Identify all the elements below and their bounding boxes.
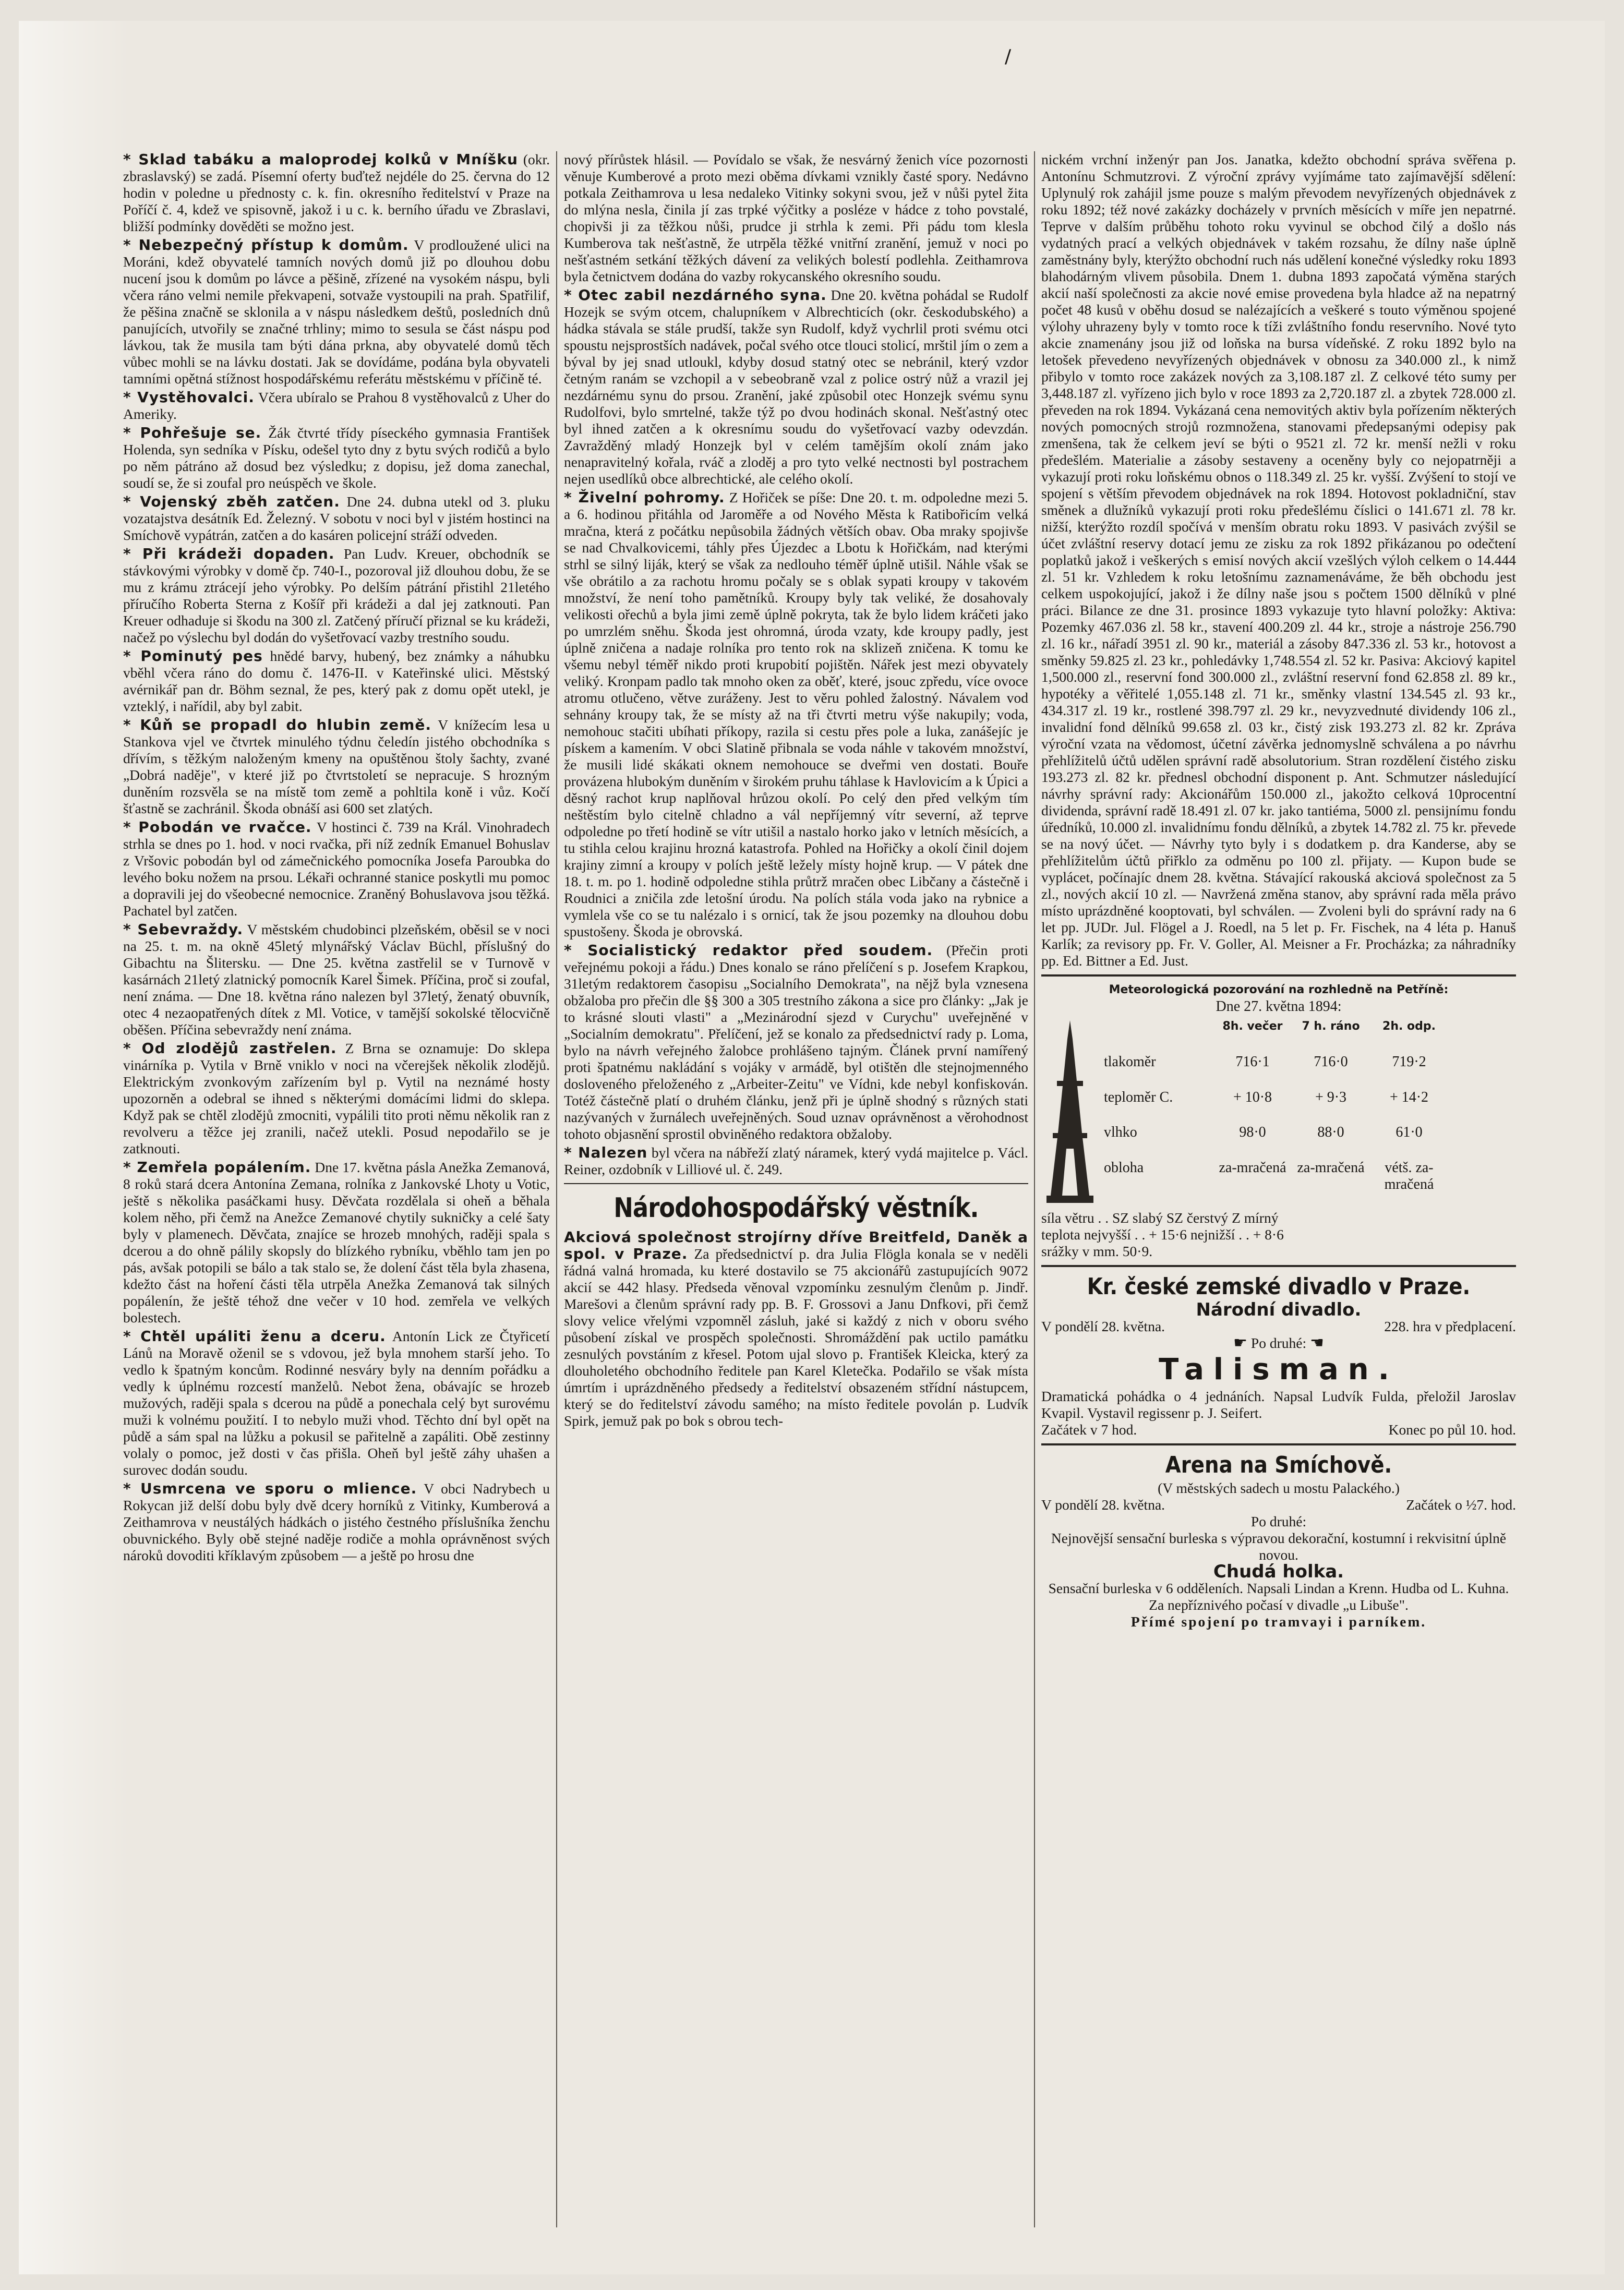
play-title: Talisman. <box>1159 1353 1399 1387</box>
article <box>564 942 1028 1142</box>
article <box>123 237 550 387</box>
article-title: * Zemřela popálením. <box>123 1159 311 1176</box>
column-rule-1 <box>556 151 557 2227</box>
article <box>564 1229 1028 1429</box>
article <box>123 717 550 817</box>
arena-desc2: Sensační burleska v 6 odděleních. Napsali Lindan a Krenn. Hudba od L. Kuhna. <box>1048 1580 1509 1596</box>
theatre-stage: Národní divadlo. <box>1196 1299 1362 1320</box>
article <box>564 287 1028 487</box>
article-body: V prodloužené ulici na Moráni, kdež obyvatelé tamních nových domů již po dlouhou dobu nucení jsou k domům po lávce a pěšině, zřízené na vysokém náspu, byli včera ráno velmi nemile překvapeni, sotvaže vystoupili na prah. Spatřilif, že pěšina značně se sklonila a v náspu následkem deštů, posledních dnů panujících, utvořily se značné trhliny; mimo to sesula se část náspu pod lávkou, tak že musila tam býti dána prkna, aby obyvatelé domů těch vůbec mohli se na lávku dostati. Jak se dovídáme, podána byla obyvateli tamními opětná stížnost hospodářskému referátu městskému v příčině té. <box>123 237 550 387</box>
meteo-table <box>1104 1018 1516 1210</box>
article-title: Akciová společnost strojírny dříve Breitfeld, Daněk a spol. v Praze. <box>564 1228 1028 1262</box>
article-body: nickém vrchní inženýr pan Jos. Janatka, kdežto obchodní správa svěřena p. Antonínu Schmutzrovi. Z výroční zprávy vyjímáme tato zajímavější sdělení: Uplynulý rok zahájil jsme pouze s malým převodem nevyřízených objednávek z roku 1892; též nové zakázky docházely v prvních měsících v míře jen nepatrné. Teprve v dalším průběhu tohoto roku vyvinul se obchod čilý a došlo nás vydatných prací a velkých objednávek v takém rozsahu, že dílny naše úplně zaměstnány byly, kterýžto obchodní ruch nás udělení konečné výsledky roku 1893 blahodárným vlivem působila. Dnem 1. dubna 1893 započatá výměna starých akcií naší společnosti za akcie nové emise provedena byla hladce až na nepatrný počet 48 kusů v oběhu dosud se nalézajících a veškeré s touto výměnou spojené výlohy uhrazeny byly v tomto roce k tíži zvláštního fondu reservního. Nové tyto akcie znamenány jsou již od loňska na bursa vídeňské. Z roku 1892 bylo na letošek převedeno nevyřízených objednávek v obnosu za 340.000 zl., k nimž přibylo v tomto roce zakázek nových za 3,108.187 zl. Z celkové této sumy per 3,448.187 zl. vyřízeno jich bylo v roce 1893 za 2,720.187 zl. a zbytek 728.000 zl. převeden na rok 1894. Vykázaná cena nemovitých aktiv byla pořízením některých nových pomocných strojů rozmnožena, stanovami předepsanými odepisy pak zmenšena, tak že celkem jeví se býti o 9521 zl. 72 kr. menší nežli v roku předešlém. Materialie a zásoby sestaveny a oceněny byly co nejopatrněji a vykazují proti roku loňskému obnos o 118.349 zl. 25 kr. vyšší. Zvýšení to stojí ve spojení s větším převodem objednávek na rok 1894. Hotovost pokladniční, stav směnek a dlužníků vykazují proti roku předešlému číslici o 141.671 zl. 78 kr. nižší, kterýžto rozdíl spočívá v menším obratu roku 1893. V pasivách zvýšil se účet zvláštní reservy dotací jemu ze zisku za rok 1892 přikázanou po odečtení poplatků jakož i veškerých s emisí nových akcií vzešlých výloh celkem o 14.444 zl. 51 kr. Vzhledem k roku letošnímu zaznamenáváme, že běh obchodu jest celkem uspokojující, jakož i že dílny naše jsou s počtem 1500 dělníků v plné práci. Bilance ze dne 31. prosince 1893 vykazuje tyto hlavní položky: Aktiva: Pozemky 467.036 zl. 58 kr., stavení 400.209 zl. 44 kr., stroje a nástroje 256.790 zl. 16 kr., nářadí 3951 zl. 90 kr., materiál a zásoby 847.336 zl. 53 kr., hotovost a směnky 59.825 zl. 23 kr., pohledávky 1,748.554 zl. 52 kr. Pasiva: Akciový kapitel 1,500.000 zl., reservní fond 300.000 zl., zvláštní reservní fond 62.858 zl. 89 kr., hypotéky a věřitelé 1,055.148 zl. 71 kr., směnky vlastní 134.545 zl. 93 kr., 434.317 zl. 19 kr., rostlené 398.797 zl. 29 kr., nevyzvednuté dividendy 106 zl., invalidní fond dělníků 99.658 zl. 03 kr., čistý zisk 193.273 zl. 82 kr. Zpráva výroční vzata na vědomost, účetní závěrka jednomyslně schválena a po návrhu přehlížitelů účtů udělen správní radě absolutorium. Stran rozdělení čistého zisku 193.273 zl. 82 kr. přednesl obchodní disponent p. Ant. Schmutzer následující návrhy správní rady: Akcionářům 150.000 zl., jakožto celková 10procentní dividenda, správní radě 18.491 zl. 07 kr. jako tantiéma, 5000 zl. pensijnímu fondu úředníků, 10.000 zl. invalidnímu fondu dělníků, a zbytek 14.782 zl. 75 kr. převede se na nový účet. — Návrhy tyto byly i s dodatkem p. dra Kanderse, aby se přehlížitelům účtů přiřklo za odměnu po 100 zl. přijaty. — Kupon bude se vyplácet, počínajíc dnem 28. května. Stávající rakouská akciová společnost za 5 zl., nových akcií 10 zl. — Navržená změna stanov, aby správní rada měla právo místo uprázdněné kooptovati, byl schválen. — Zvoleni byli do správní rady na 6 let pp. JUDr. Jul. Flögel a J. Roedl, na 5 let p. Fr. Fischek, na 4 léta p. Hanuš Karlík; za revisory pp. Fr. V. Goller, Al. Meisner a Fr. Procházka; za náhradníky pp. Ed. Bittner a Ed. Just. <box>1041 151 1516 969</box>
binding-margin <box>19 21 128 2274</box>
meteo-cell: 719·2 <box>1392 1053 1426 1070</box>
arena-date-row <box>1041 1497 1516 1513</box>
article-body: (Přečin proti veřejnému pokoji a řádu.) Dnes konalo se ráno přelíčení s p. Josefem Krapkou, 31letým redaktorem časopisu „Socialního Demokrata", na nějž byla vznesena obžaloba pro přečin dle §§ 300 a 305 trestního zákona a sice pro články: „Jak je to krásné slouti vlasti" a „Mezinárodní sjezd v Curychu" uveřejněné v „Socialním demokratu". Přelíčení, jež se konalo za předsednictví rady p. Loma, bylo na návrh veřejného žalobce prohlášeno tajným. Článek první namířený proti špatnému nakládání s vojáky v armádě, byl otištěn dle stejnojmenného dosloveného přeloženého z „Arbeiter-Zeitu" ve Vídni, kde nebyl konfiskován. Totéž částečně platí o druhém článku, jenž při je úplně shodný s různých stati nazývaných v žurnálech uveřejněných. Soud uznav oprávněnost a věrohodnost tohoto objasnění sprostil obviněného redaktora obžaloby. <box>564 942 1028 1142</box>
meteo-cell: + 10·8 <box>1233 1089 1272 1105</box>
article-title: * Socialistický redaktor před soudem. <box>564 942 933 959</box>
article-title: * Chtěl upáliti ženu a dceru. <box>123 1328 386 1345</box>
meteo-rain: srážky v mm. 50·9. <box>1041 1243 1153 1259</box>
article-title: * Vojenský zběh zatčen. <box>123 493 340 510</box>
article-title: * Pohřešuje se. <box>123 424 262 441</box>
article-body: hnědé barvy, hubený, bez známky a náhubku vběhl včera ráno do domu č. 1476-II. v Kateřinské ulici. Městský avérnikář pan dr. Böhm seznal, že pes, který pak z domu opět utekl, je vzteklý, i nařídil, aby byl zabit. <box>123 648 550 714</box>
article <box>564 489 1028 940</box>
article-body: V obci Nadrybech u Rokycan již delší dobu byly dvě dcery horníků z Vitinky, Kumberová a Zeithamrova v neustálých hádkách o jistého čestného příslušníka ženchu obuvnického. Byly obě stejné naděje rodiče a mohla oprávněnost svých nároků dovoditi kříklavým způsobem — a ještě po hrosu dne <box>123 1480 550 1563</box>
article-body: (okr. zbraslavský) se zadá. Písemní oferty buďtež nejdéle do 25. června do 12 hodin v poledne u přednosty c. k. fin. okresního ředitelství v Praze na Poříčí č. 4, kdež ve spisovně, jakož i u c. k. berního úřadu ve Zbraslavi, bližší podmínky dověděti se možno jest. <box>123 151 550 234</box>
article-title: * Nalezen <box>564 1144 648 1161</box>
meteo-row-label: tlakoměr <box>1104 1053 1156 1070</box>
arena-date: V pondělí 28. května. <box>1041 1497 1165 1513</box>
article <box>123 389 550 423</box>
article-body: Včera ubíralo se Prahou 8 vystěhovalců z Uher do Ameriky. <box>123 389 550 422</box>
section-heading: Národohospodářský věstník. <box>613 1192 979 1224</box>
meteo-title: Meteorologická pozorování na rozhledně na Petříně: <box>1109 983 1449 996</box>
article-body: V hostinci č. 739 na Král. Vinohradech strhla se dnes po 1. hod. v noci rvačka, při níž zedník Emanuel Bohuslav z Vršovic pobodán byl od zámečnického pomocníka Josefa Paroubka do levého boku nožem na prsou. Lékaři ochranné stanice poskytli mu pomoc a dopravili jej do všeobecné nemocnice. Zraněný Bohuslavova jsou těžká. Pachatel byl zatčen. <box>123 819 550 919</box>
theatre-end: Konec po půl 10. hod. <box>1388 1421 1516 1438</box>
article-title: * Kůň se propadl do hlubin země. <box>123 716 431 733</box>
meteo-cell: 61·0 <box>1396 1124 1423 1141</box>
newspaper-page <box>19 21 1605 2274</box>
article-body: Antonín Lick ze Čtyřicetí Lánů na Moravě oženil se s vdovou, jež byla mnohem starší jeho. To vedlo k špatným koncům. Rodinné nesváry byly na denním pořádku a vedly k úplnému rozcestí manželů. Nebot žena, obávajíc se hrozeb mužových, raději spala s dcerou na půdě a ponechala celý byt surovému muži k volnému použití. I to nebylo muži vhod. Těchto dní byl opět na půdě a sám spal na lůžku a pokusil se pařitelně a zapáliti. Obě zestinny volaly o pomoc, jež dosti v čas přišla. Oheň byl ještě záhy uhašen a surovec dodán soudu. <box>123 1328 550 1478</box>
column-2 <box>564 151 1028 2243</box>
article-title: * Nebezpečný přístup k domům. <box>123 236 409 254</box>
meteo-wind: síla větru . . SZ slabý SZ čerstvý Z mírný <box>1041 1210 1279 1226</box>
arena-desc: Nejnovější sensační burleska s výpravou dekorační, kostumní i rekvisitní úplně novou. <box>1051 1530 1507 1563</box>
meteo-row-label: teploměr C. <box>1104 1089 1173 1105</box>
article-title: * Sebevraždy. <box>123 921 244 938</box>
play-desc: Dramatická pohádka o 4 jednáních. Napsal Ludvík Fulda, přeložil Jaroslav Kvapil. Vystavil regissenr p. J. Seifert. <box>1041 1388 1516 1421</box>
theatre-start: Začátek v 7 hod. <box>1041 1421 1137 1438</box>
article-title: * Vystěhovalci. <box>123 389 255 406</box>
meteo-cell: 98·0 <box>1239 1124 1266 1141</box>
theatre-first: Po druhé: <box>1250 1335 1307 1351</box>
theatre-date-row <box>1041 1318 1516 1335</box>
divider <box>1041 1265 1516 1267</box>
article-body: Dne 17. května pásla Anežka Zemanová, 8 roků stará dcera Antonína Zemana, rolníka z Jankovské Lhoty u Votic, ještě s několika pasáčkami husy. Děvčata rozdělala si oheň a běhala kolem něho, při čemž na Anežce Zemanové chytily sukničky a celé šaty byly v plamenech. Děvčata, znajíce se hrozeb mnohých, raději spala s dcerou a do ohně pálily skopsly do blízkého rybníku, vběhlo tam jen po pás, avšak potopili se bálo a tak stalo se, že dolení část těla byla zhasena, kdežto část na hoření části těla utrpěla Anežka Zemanová tak silných popálenín, že ještě téhož dne večer v 10 hod. zemřela ve velkých bolestech. <box>123 1159 550 1325</box>
divider <box>1041 974 1516 977</box>
column-1 <box>123 151 550 2243</box>
petrin-tower-icon <box>1041 1018 1099 1210</box>
article-body: Dne 24. dubna utekl od 3. pluku vozatajstva desátník Ed. Železný. V sobotu v noci byl v jistém hostinci na Smíchově vypátrán, zatčen a do kasáren policejní stráží odveden. <box>123 493 550 543</box>
article-title: * Při krádeži dopaden. <box>123 545 335 562</box>
arena-play: Chudá holka. <box>1213 1561 1344 1582</box>
article-body: Za předsednictví p. dra Julia Flögla konala se v neděli řádná valná hromada, ku které dostavilo se 75 akcionářů zastupujících 9072 akcií se 442 hlasy. Předseda věnoval vzpomínku zesnulým členům p. Jindř. Marešovi a členům správní rady pp. B. F. Grossovi a Janu Dnfkovi, při čemž slovy velice vřelými vzpomněl zásluh, jaké si každý z nich v oboru svého působení získal ve prospěch společnosti. Shromáždění pak uctilo památku zesnulých povstáním z křesel. Potom ujal slovo p. František Kleicka, který za dlouholetého obchodního ředitele pan Karel Kletečka. Podařilo se však místa úmrtím i uprázdněného předsedy a ředitelství obsazeném střídní nástupcem, který se do ředitelství závodu samého; na místo ředitele povolán p. Ludvík Spirk, jemuž pak po bok s obrou tech- <box>564 1246 1028 1429</box>
article-body: Žák čtvrté třídy píseckého gymnasia František Holenda, syn sedníka v Písku, odešel tyto dny z bytu svých rodičů a bylo po něm pátráno až dosud bez výsledku; z dopisu, jež doma zanechal, soudí se, že si zoufal pro neúspěch ve škole. <box>123 425 550 491</box>
article-title: * Usmrcena ve sporu o mlience. <box>123 1480 417 1497</box>
meteo-row-label: obloha <box>1104 1160 1144 1176</box>
article <box>123 151 550 235</box>
theatre-name: Kr. české zemské divadlo v Praze. <box>1087 1273 1471 1300</box>
column-rule-2 <box>1034 151 1035 2227</box>
article <box>123 1328 550 1478</box>
meteo-cell: za-mračená <box>1219 1160 1286 1176</box>
article <box>564 151 1028 285</box>
theatre-date: V pondělí 28. května. <box>1041 1318 1165 1334</box>
meteo-cell: + 9·3 <box>1315 1089 1347 1105</box>
article <box>1041 151 1516 969</box>
theatre-perf: 228. hra v předplacení. <box>1384 1318 1516 1334</box>
theatre-time-row <box>1041 1421 1516 1438</box>
article <box>123 819 550 919</box>
article-body: V knížecím lesa u Stankova vjel ve čtvrtek minulého týdnu čeledín jistého obchodníka s dřívím, s těžkým naloženým kmeny na opuštěnou štoly šachty, zvané „Dobrá naděje", v které již po čtvrtstoletí se nepracuje. S hrozným duněním rozsvěla se na místě tom země a pohltila koně i vůz. Kočí šťastně se zachránil. Škoda obnáší asi 600 set zlatých. <box>123 717 550 816</box>
arena-place: (V městských sadech u mostu Palackého.) <box>1158 1480 1400 1496</box>
article-title: * Otec zabil nezdárného syna. <box>564 286 827 304</box>
article <box>123 1480 550 1564</box>
article-body: Pan Ludv. Kreuer, obchodník se stávkovými výrobky v domě čp. 740-I., pozoroval již dlouhou dobu, že se mu z krámu ztrácejí jeho výrobky. Po delším pátrání přistihl 21letého příručího Roberta Sterna z Košíř při krádeži a dal jej zatknouti. Pan Kreuer odhaduje si škodu na 300 zl. Zatčený příručí přiznal se ku krádeži, načež po výslechu byl dodán do vyšetřovací vazby trestního soudu. <box>123 546 550 645</box>
divider <box>564 1183 1028 1184</box>
article <box>123 1159 550 1326</box>
article-title: * Pominutý pes <box>123 647 263 665</box>
meteo-cell: vétš. za-mračená <box>1384 1160 1434 1193</box>
article-body: nový přírůstek hlásil. — Povídalo se však, že nesvárný ženich více pozornosti věnuje Kumberové a proto mezi oběma dívkami vznikly časté spory. Nedávno potkala Zeithamrova u lesa nedaleko Vitinky sokyni svou, jež v nůši pytel žita do mlýna nesla, činila jí zas trpké výčitky a posléze v hádce z toho povstalé, chopivši ji za těžkou nůši, prudce ji strhla k zemi. Při pádu tom klesla Kumberova tak nešťastně, že utrpěla těžké vnitřní zranění, jemuž v noci po nešťastném setkání těžkých dávení za velikých bolestí podlehla. Zeithamrova byla četnictvem dodána do vazby rokycanského okresního soudu. <box>564 151 1028 284</box>
article <box>123 493 550 544</box>
meteo-date: Dne 27. května 1894: <box>1216 998 1342 1015</box>
article-title: * Od zlodějů zastřelen. <box>123 1040 337 1057</box>
article-body: Z Brna se oznamuje: Do sklepa vinárníka p. Vytila v Brně vniklo v noci na včerejšek několik zlodějů. Elektrickým zvonkovým zařízením byl p. Vytil na neznámé hosty upozorněn a odebral se ihned s některými domácími lidmi do sklepa. Když pak se chtěl zlodějů zmocniti, vypálili tito proti němu několik ran z revolveru a těžce jej zranili, načež utekli. Posud nepodařilo se je zatknouti. <box>123 1040 550 1156</box>
arena-note2: Přímé spojení po tramvayi i parníkem. <box>1130 1613 1427 1630</box>
pointing-hand-icon: ☛ <box>1233 1334 1248 1352</box>
article <box>123 425 550 491</box>
article-body: V městském chudobinci plzeňském, oběsil se v noci na 25. t. m. na okně 45letý mlynářský Václav Büchl, příslušný do Gibachtu na Šlitersku. — Dne 25. května zastřelil se v Turnově v kasárnách 21letý zlatnický pomocník Karel Šimek. Příčina, proč si zoufal, není známa. — Dne 18. května ráno nalezen byl 37letý, ženatý obuvník, otec 4 nezaopatřených dítek z Ml. Votice, v tamější sokolské tělocvičně oběšen. Příčina sebevraždy není známa. <box>123 921 550 1038</box>
meteo-header: 8h. večer <box>1222 1020 1283 1033</box>
meteo-cell: 716·1 <box>1235 1053 1270 1070</box>
article-body: Z Hořiček se píše: Dne 20. t. m. odpoledne mezi 5. a 6. hodinou přitáhla od Jaroměře a od Nového Města k Ratibořicím velká mračna, která z počátku nepůsobila žádných větších obav. Oba mraky spojivše se nad Chvalkovicemi, táhly přes Újezdec a Lbotu k Hořičkám, nad kterými strhl se silný liják, který se však za nedlouho téměř úplně utišil. Náhle však se vše obrátilo a za rachotu hromu počaly se s oblak sypati kroupy v takovém množství, že není toho pamětníků. Kroupy byly tak veliké, že dosahovaly velikosti ořechů a byla jimi země úplně pokryta, tak že bylo lidem kráčeti jako po umrzlém sněhu. Škoda jest ohromná, úroda vzaty, kde kroupy padly, jest úplně zničena a nadaje rolníka pro tento rok na sklizeň zničena. K tomu ke všemu nebyl téměř nikdo proti krupobití pojištěn. Nářek jest mezi obyvately veliký. Kronpam padlo tak mnoho oken za oběť, které, jsouc zpředu, více ovoce atromu otlučeno, větve zuráženy. Jest to věru pohled žalostný. Návalem vod sehnány kroupy tak, že se místy až na tři čtvrti metru výše nakupily; voda, nemohouc stačiti ubíhati příkopy, razila si cestu přes pole a luka, zanášejíc je pískem a kamením. V obci Slatině přibnala se voda náhle v takovém množství, že musili lidé skákati oknem nemohouce se dveřmi ven dostati. Bouře provázena hlubokým duněním v širokém pruhu táhlase k Havlovicím a k Úpici a děsný rachot krup naplňoval hrůzou okolí. Po celý den před velkým tím neštěstím bylo citelně chladno a vál nepříjemný vítr severní, až teprve odpoledne po třetí hodině se vítr utišil a nastalo horko jako v letních měsících, a tu stihla celou krajinu hrozná katastrofa. Pohled na Hořičky a okolí činil dojem krajiny zimní a kroupy v polích ještě ležely místy hojně krup. — V pátek dne 18. t. m. po 1. hodině odpoledne stihla průtrž mračen obec Libčany a částečně i Roudnici a zničila zde letošní úrodu. Na polích stála voda jako na rybnice a vymlela vše co se tu nalézalo i s ornicí, tak že jsou pozemky na dlouhou dobu spustošeny. Škoda je obrovská. <box>564 489 1028 939</box>
meteo-cell: + 14·2 <box>1389 1089 1429 1105</box>
article <box>564 1144 1028 1178</box>
article-title: * Živelní pohromy. <box>564 489 725 506</box>
article <box>123 546 550 646</box>
meteo-cell: 88·0 <box>1317 1124 1344 1141</box>
arena-first: Po druhé: <box>1250 1513 1307 1529</box>
arena-note: Za nepříznivého počasí v divadle „u Libuše". <box>1149 1597 1409 1613</box>
article-title: * Sklad tabáku a maloprodej kolků v Mníšku <box>123 151 518 168</box>
divider <box>1041 1443 1516 1445</box>
theatre-first-row <box>1041 1335 1516 1352</box>
meteo-row-label: vlhko <box>1104 1124 1137 1141</box>
meteo-temp: teplota nejvyšší . . + 15·6 nejnižší . . + 8·6 <box>1041 1226 1284 1243</box>
arena-name: Arena na Smíchově. <box>1165 1452 1392 1478</box>
article <box>123 1040 550 1157</box>
meteo-header: 2h. odp. <box>1382 1020 1436 1033</box>
article <box>123 648 550 715</box>
article <box>123 921 550 1038</box>
pointing-hand-icon: ☚ <box>1309 1334 1324 1352</box>
pencil-mark: / <box>1005 46 1012 67</box>
meteo-cell: 716·0 <box>1314 1053 1348 1070</box>
arena-start: Začátek o ½7. hod. <box>1406 1497 1516 1513</box>
meteo-header: 7 h. ráno <box>1302 1020 1360 1033</box>
meteo-header <box>1104 1018 1213 1052</box>
meteo-block <box>1041 1018 1516 1210</box>
article-title: * Pobodán ve rvačce. <box>123 818 312 836</box>
article-body: Dne 20. května pohádal se Rudolf Hozejk se svým otcem, chalupníkem v Albrechticích (okr. českodubského) a hádka stávala se stále prudší, takže syn Rudolf, když vychrlil proti svému otci spoustu nejsprostších nadávek, počal svého otce tlouci stolicí, mrštil jím o zem a býval by jej snad utloukl, kdyby dosud statný otec se nebránil, který vzdor četným ranám se vzchopil a v sebeobraně vzal z police ostrý nůž a vrazil jej nezdárnému synu do prsou. Zranění, jaké způsobil otec Honzejk svému synu Rudolfovi, bylo smrtelné, takže týž po dvou hodinách skonal. Nešťastný otec byl ihned zatčen a k okresnímu soudu do vyšetřovací vazby odevzdán. Zavražděný mladý Honzejk byl v celém tamějším okolí znám jako nenapravitelný kořala, rváč a zloděj a pro tyto velké nectnosti byl postrachem nejen usedlíků obce albrechtické, ale celého okolí. <box>564 287 1028 487</box>
meteo-cell: za-mračená <box>1297 1160 1365 1176</box>
column-3 <box>1041 151 1516 2243</box>
article-body: byl včera na nábřeží zlatý náramek, který vydá majitelce p. Václ. Reiner, ozdobník v Lilliové ul. č. 249. <box>564 1144 1028 1177</box>
